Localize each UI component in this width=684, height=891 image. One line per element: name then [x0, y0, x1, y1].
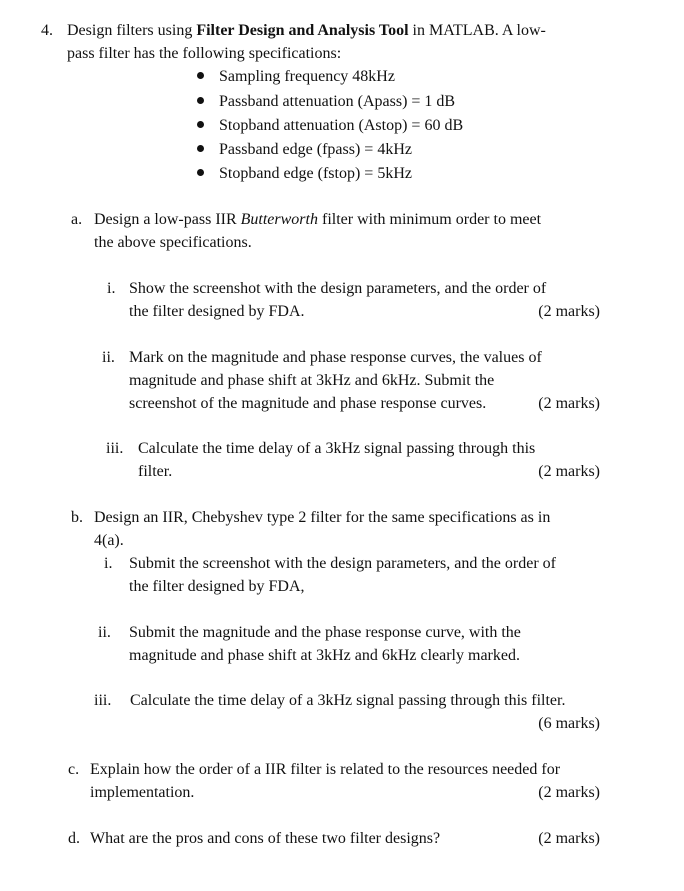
part-c-label: c.: [68, 761, 80, 778]
spec-item: [197, 140, 412, 160]
part-b-ii-line-1: Submit the magnitude and the phase response curve, with the: [129, 624, 521, 641]
spec-item: [197, 92, 455, 112]
part-a-iii-line-2: filter.: [138, 463, 173, 480]
intro-text: Design filters using: [67, 22, 197, 39]
part-a-i-line-1: Show the screenshot with the design parameters, and the order of: [129, 280, 547, 297]
bullet-icon: [197, 169, 204, 176]
spec-text: Sampling frequency 48kHz: [219, 68, 395, 85]
part-c-line-2: implementation.: [90, 784, 195, 801]
spec-text: Stopband attenuation (Astop) = 60 dB: [219, 117, 464, 134]
part-b-iii-marks: (6 marks): [538, 715, 600, 732]
spec-item: [197, 116, 463, 136]
part-b-line-2: 4(a).: [94, 532, 124, 549]
part-a-iii-line-1: Calculate the time delay of a 3kHz signal passing through this: [138, 440, 536, 457]
part-d-marks: (2 marks): [538, 830, 600, 847]
part-a-line-2: the above specifications.: [94, 234, 252, 251]
part-a-text: Design a low-pass IIR: [94, 211, 241, 228]
question-intro-line-1: [67, 21, 546, 41]
part-c-line-1: Explain how the order of a IIR filter is related to the resources needed for: [90, 761, 561, 778]
part-a-ii-line-3: screenshot of the magnitude and phase response curves.: [129, 395, 487, 412]
question-intro-line-2: pass filter has the following specifications:: [67, 45, 342, 62]
tool-name: Filter Design and Analysis Tool: [196, 22, 409, 39]
spec-item: [197, 164, 412, 184]
part-b-line-1: Design an IIR, Chebyshev type 2 filter for the same specifications as in: [94, 509, 551, 526]
part-b-label: b.: [71, 509, 83, 526]
bullet-icon: [197, 121, 204, 128]
part-a-ii-label: ii.: [102, 349, 115, 366]
part-d-label: d.: [68, 830, 80, 847]
part-b-i-line-2: the filter designed by FDA,: [129, 578, 305, 595]
part-a-text-end: filter with minimum order to meet: [317, 211, 542, 228]
question-number: 4.: [41, 22, 53, 39]
part-a-i-line-2: the filter designed by FDA.: [129, 303, 305, 320]
bullet-icon: [197, 145, 204, 152]
butterworth-term: Butterworth: [240, 211, 318, 228]
part-a-ii-line-1: Mark on the magnitude and phase response curves, the values of: [129, 349, 542, 366]
part-c-marks: (2 marks): [538, 784, 600, 801]
part-a-ii-line-2: magnitude and phase shift at 3kHz and 6kHz. Submit the: [129, 372, 495, 389]
spec-text: Passband edge (fpass) = 4kHz: [219, 141, 412, 158]
part-a-label: a.: [71, 211, 83, 228]
spec-text: Passband attenuation (Apass) = 1 dB: [219, 93, 456, 110]
part-b-iii-label: iii.: [94, 692, 112, 709]
part-b-iii-line-1: Calculate the time delay of a 3kHz signal passing through this filter.: [130, 692, 566, 709]
part-a-ii-marks: (2 marks): [538, 395, 600, 412]
spec-item: [197, 67, 395, 87]
part-b-ii-label: ii.: [98, 624, 111, 641]
part-a-line-1: [94, 210, 541, 230]
part-b-i-label: i.: [104, 555, 113, 572]
bullet-icon: [197, 72, 204, 79]
part-d-line-1: What are the pros and cons of these two filter designs?: [90, 830, 441, 847]
part-b-ii-line-2: magnitude and phase shift at 3kHz and 6kHz clearly marked.: [129, 647, 520, 664]
spec-text: Stopband edge (fstop) = 5kHz: [219, 165, 412, 182]
part-a-i-marks: (2 marks): [538, 303, 600, 320]
bullet-icon: [197, 97, 204, 104]
intro-text-end: in MATLAB. A low-: [408, 22, 546, 39]
part-b-i-line-1: Submit the screenshot with the design parameters, and the order of: [129, 555, 556, 572]
part-a-iii-label: iii.: [106, 440, 124, 457]
part-a-iii-marks: (2 marks): [538, 463, 600, 480]
part-a-i-label: i.: [107, 280, 116, 297]
